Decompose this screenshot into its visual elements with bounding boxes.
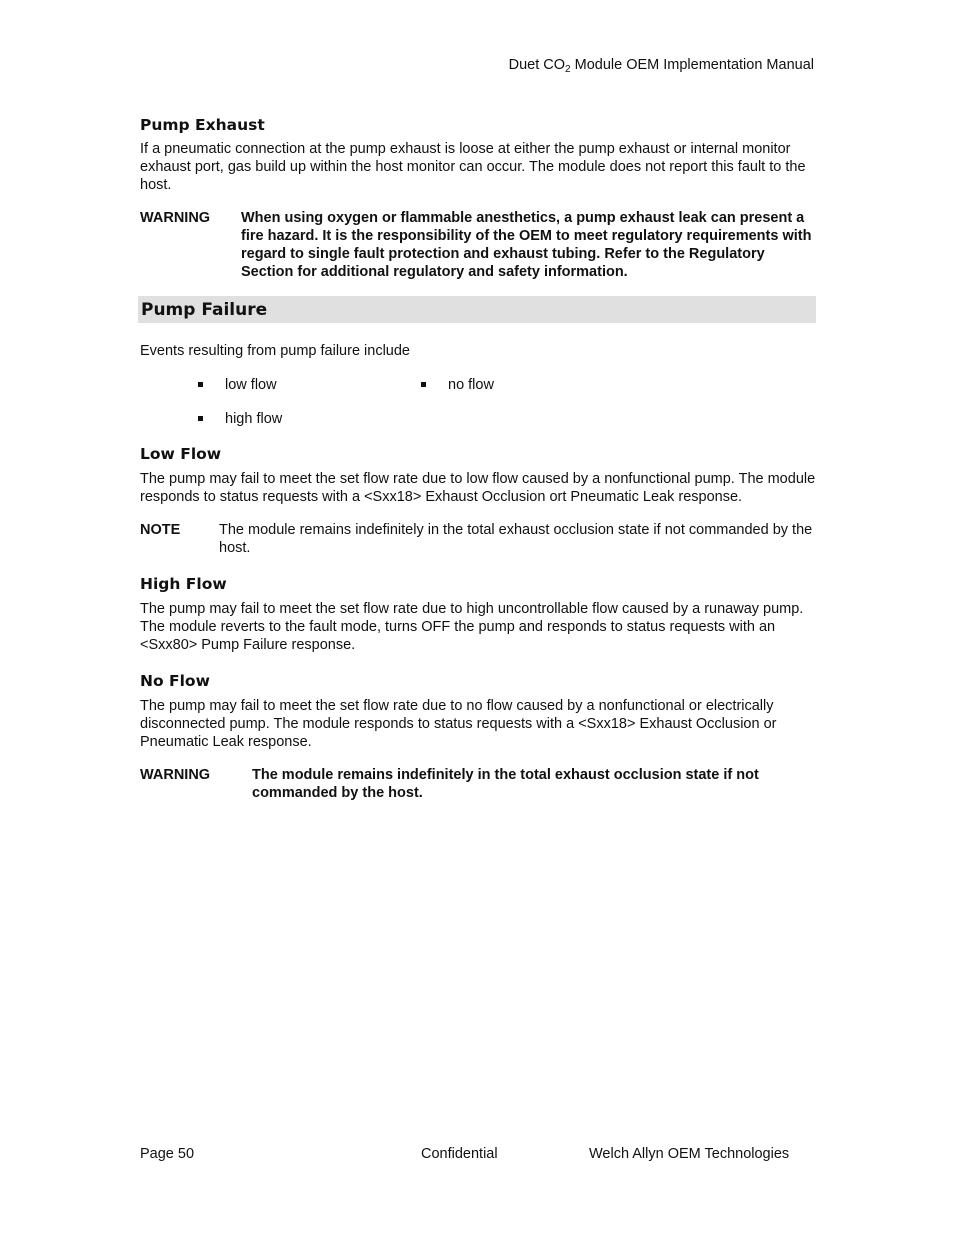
list-item-text: no flow — [448, 377, 494, 393]
warning-text: When using oxygen or flammable anesthetics, a pump exhaust leak can present a fire hazard. It is the responsibility of the OEM to meet regulatory requirements with regard to single fault protection and exhaust tubing. Refer to the Regulatory Section for additional regulatory and safety information. — [241, 210, 812, 280]
list-item-text: high flow — [225, 411, 283, 427]
header-title-post: Module OEM Implementation Manual — [570, 57, 814, 73]
bullet-square-icon — [198, 382, 203, 387]
section-bar-pump-failure — [138, 296, 816, 323]
list-item-text: low flow — [225, 377, 277, 393]
bullet-square-icon — [198, 416, 203, 421]
heading-low-flow: Low Flow — [140, 445, 222, 463]
warning-text: The module remains indefinitely in the total exhaust occlusion state if not commanded by the host. — [252, 767, 759, 801]
warning-label: WARNING — [140, 767, 211, 783]
pump-exhaust-body: If a pneumatic connection at the pump exhaust is loose at either the pump exhaust or internal monitor exhaust port, gas build up within the host monitor can occur. The module does not report this fault to the host. — [140, 141, 806, 193]
no-flow-body: The pump may fail to meet the set flow rate due to no flow caused by a nonfunctional or electrically disconnected pump. The module responds to status requests with a <Sxx18> Exhaust Occlusion or Pneumatic Leak response. — [140, 698, 777, 750]
note-text: The module remains indefinitely in the total exhaust occlusion state if not commanded by the host. — [219, 522, 813, 556]
high-flow-body: The pump may fail to meet the set flow rate due to high uncontrollable flow caused by a runaway pump. The module reverts to the fault mode, turns OFF the pump and responds to status requests with an <Sxx80> Pump Failure response. — [140, 601, 804, 653]
heading-pump-failure: Pump Failure — [141, 300, 268, 320]
heading-no-flow: No Flow — [140, 672, 210, 690]
bullet-square-icon — [421, 382, 426, 387]
footer-confidential: Confidential — [421, 1146, 498, 1162]
page-header — [509, 56, 814, 74]
note-label: NOTE — [140, 522, 181, 538]
pump-failure-intro: Events resulting from pump failure include — [140, 343, 410, 359]
low-flow-body: The pump may fail to meet the set flow rate due to low flow caused by a nonfunctional pump. The module responds to status requests with a <Sxx18> Exhaust Occlusion ort Pneumatic Leak response. — [140, 471, 816, 505]
footer-page-number: Page 50 — [140, 1146, 195, 1162]
heading-high-flow: High Flow — [140, 575, 227, 593]
header-title-pre: Duet CO — [508, 57, 566, 73]
header-title-sub: 2 — [565, 64, 571, 75]
footer-company: Welch Allyn OEM Technologies — [589, 1146, 790, 1162]
heading-pump-exhaust: Pump Exhaust — [140, 116, 265, 134]
warning-label: WARNING — [140, 210, 211, 226]
